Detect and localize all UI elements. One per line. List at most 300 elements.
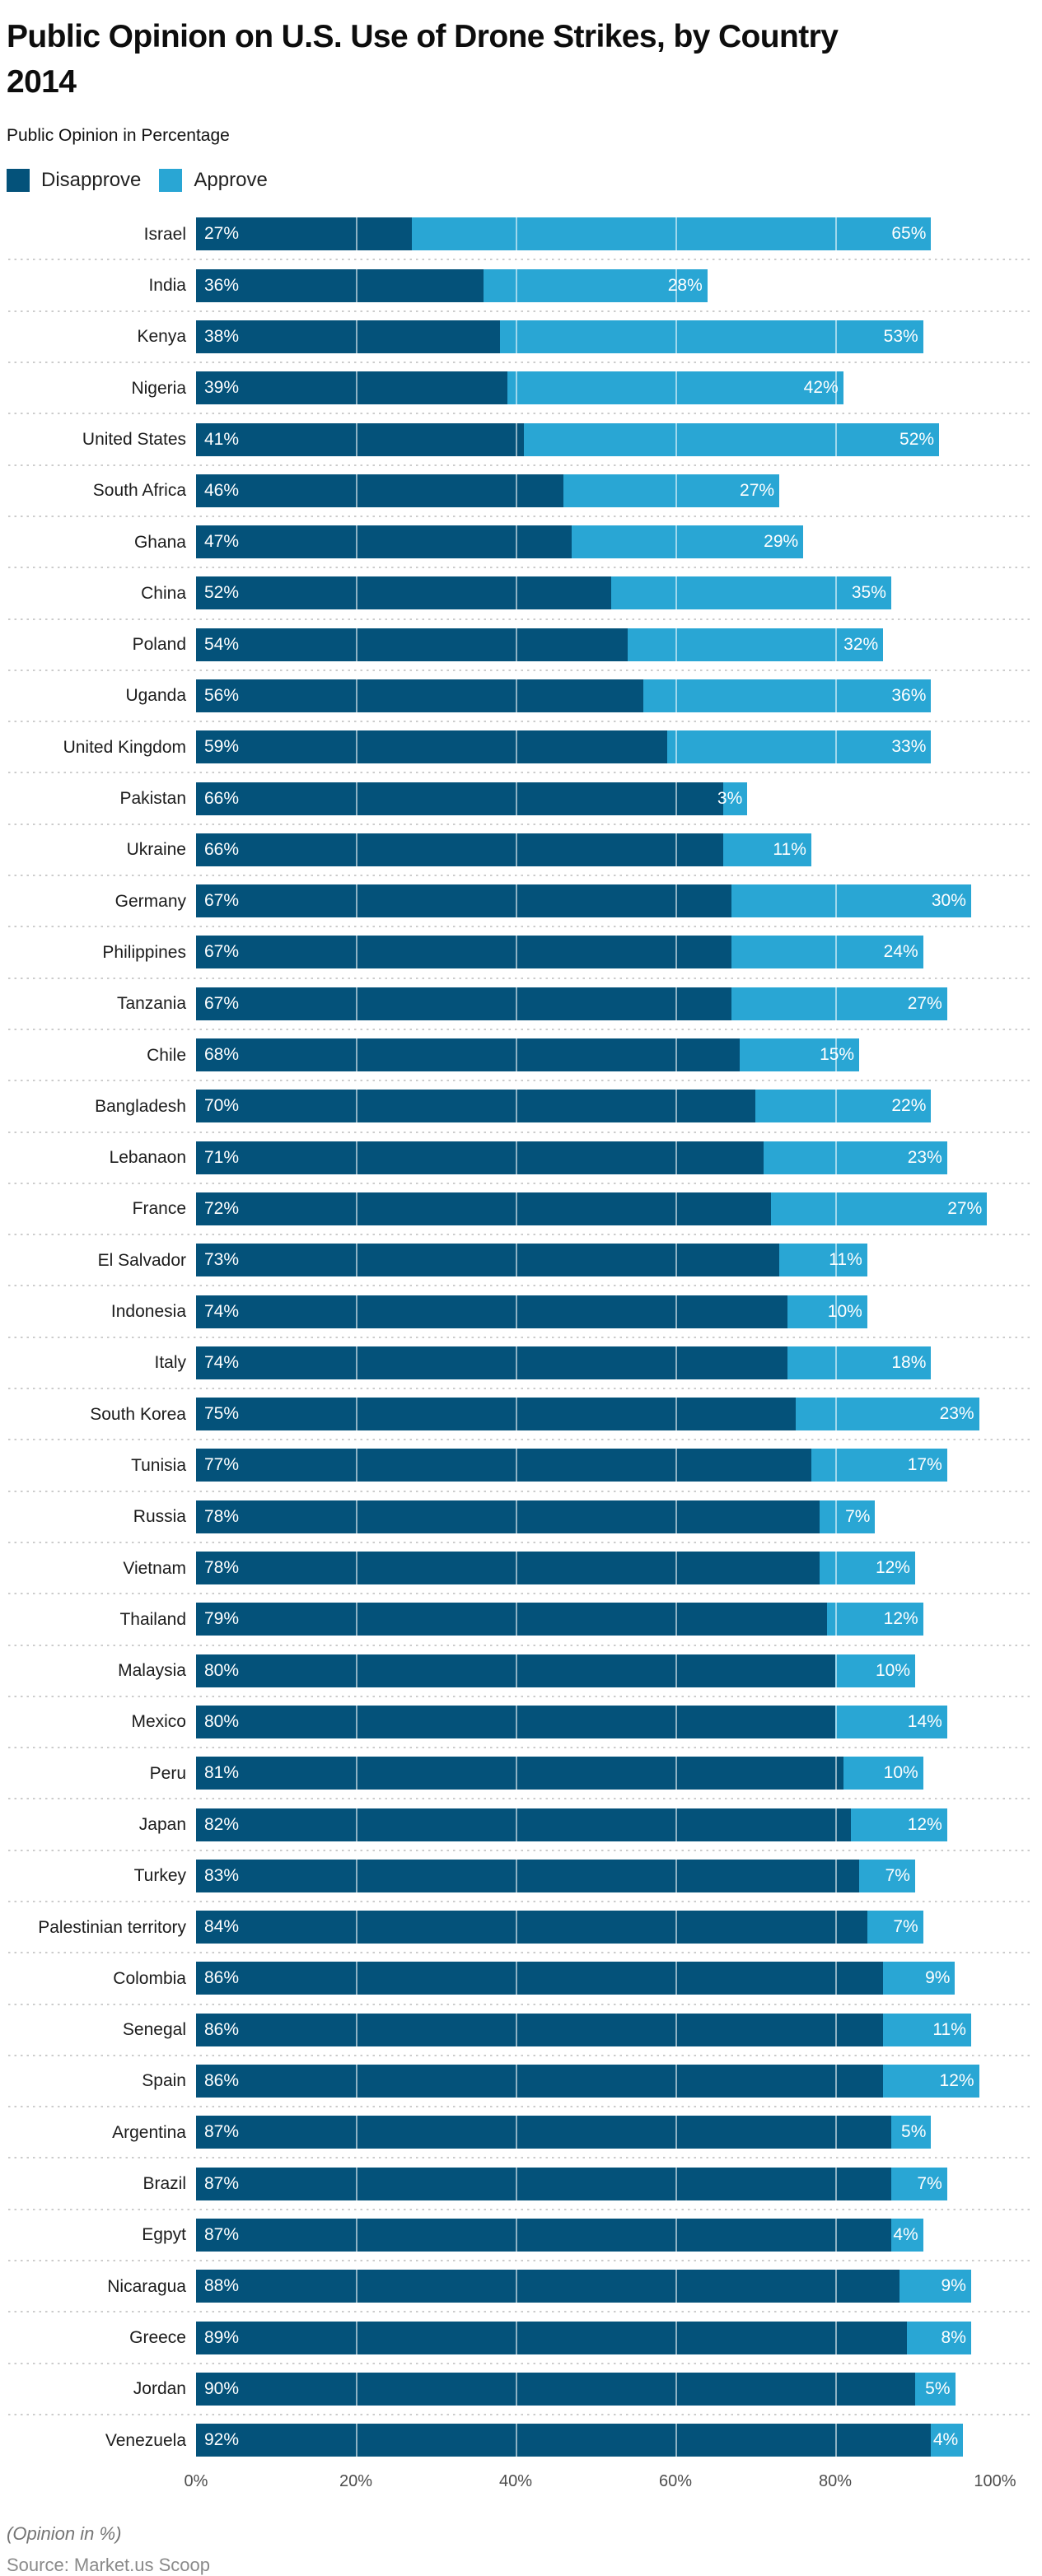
gridline — [675, 936, 677, 968]
gridline — [356, 1398, 357, 1430]
approve-bar — [667, 730, 931, 763]
gridline — [835, 1962, 837, 1995]
chart-row — [7, 1645, 1034, 1696]
gridline — [835, 1654, 837, 1687]
bar-plot-area — [196, 628, 995, 661]
chart-row — [7, 2107, 1034, 2158]
bar-plot-area — [196, 525, 995, 558]
gridline — [835, 1706, 837, 1738]
disapprove-bar — [196, 1603, 827, 1636]
approve-bar — [524, 423, 939, 456]
chart-row — [7, 1953, 1034, 2004]
gridline — [675, 1141, 677, 1174]
gridline — [356, 2270, 357, 2303]
bar-plot-area — [196, 474, 995, 507]
disapprove-value-label: 27% — [204, 224, 240, 244]
gridline — [835, 1141, 837, 1174]
chart-row — [7, 1902, 1034, 1953]
gridline — [356, 320, 357, 353]
bar-plot-area — [196, 782, 995, 815]
gridline — [356, 474, 357, 507]
legend — [7, 169, 1034, 192]
country-label: Jordan — [133, 2379, 186, 2399]
gridline — [516, 1449, 517, 1482]
country-label: Bangladesh — [95, 1096, 186, 1116]
gridline — [356, 884, 357, 917]
gridline — [516, 1244, 517, 1276]
disapprove-value-label: 87% — [204, 2122, 240, 2142]
gridline — [835, 730, 837, 763]
x-axis-tick: 40% — [498, 2472, 533, 2491]
disapprove-value-label: 70% — [204, 1096, 240, 1116]
approve-value-label: 3% — [717, 788, 743, 808]
bar-plot-area — [196, 1706, 995, 1738]
approve-value-label: 24% — [883, 942, 918, 962]
gridline — [835, 833, 837, 866]
bar-plot-area — [196, 1962, 995, 1995]
disapprove-bar — [196, 987, 731, 1020]
disapprove-value-label: 67% — [204, 942, 240, 962]
gridline — [516, 576, 517, 609]
gridline — [516, 884, 517, 917]
chart-row — [7, 1388, 1034, 1440]
chart-row — [7, 2210, 1034, 2261]
disapprove-bar — [196, 2014, 883, 2046]
country-label: Israel — [143, 224, 186, 244]
chart-row — [7, 2158, 1034, 2209]
gridline — [675, 2424, 677, 2457]
gridline — [516, 833, 517, 866]
gridline — [356, 423, 357, 456]
gridline — [835, 576, 837, 609]
gridline — [356, 936, 357, 968]
approve-bar — [723, 833, 811, 866]
gridline — [516, 1398, 517, 1430]
chart-row — [7, 516, 1034, 567]
gridline — [835, 679, 837, 712]
bar-plot-area — [196, 2219, 995, 2252]
gridline — [835, 2270, 837, 2303]
source-credit: Source: Market.us Scoop — [7, 2555, 211, 2576]
gridline — [835, 320, 837, 353]
gridline — [356, 1552, 357, 1584]
footnote: (Opinion in %) — [7, 2523, 122, 2545]
disapprove-bar — [196, 730, 667, 763]
approve-value-label: 29% — [764, 532, 799, 552]
country-label: Argentina — [112, 2122, 186, 2142]
approve-bar — [796, 1398, 979, 1430]
approve-bar — [628, 628, 883, 661]
gridline — [675, 423, 677, 456]
chart-row — [7, 619, 1034, 670]
gridline — [675, 1090, 677, 1122]
gridline — [356, 217, 357, 250]
gridline — [835, 884, 837, 917]
gridline — [675, 884, 677, 917]
chart-row — [7, 465, 1034, 516]
gridline — [675, 1757, 677, 1790]
bar-plot-area — [196, 1552, 995, 1584]
bar-plot-area — [196, 1500, 995, 1533]
approve-value-label: 7% — [917, 2173, 942, 2193]
gridline — [516, 2219, 517, 2252]
gridline — [835, 936, 837, 968]
bar-plot-area — [196, 987, 995, 1020]
gridline — [675, 1346, 677, 1379]
gridline — [835, 1346, 837, 1379]
country-label: Italy — [154, 1353, 186, 1373]
disapprove-value-label: 39% — [204, 378, 240, 398]
bar-plot-area — [196, 269, 995, 302]
disapprove-value-label: 81% — [204, 1763, 240, 1783]
disapprove-bar — [196, 1449, 811, 1482]
chart-row — [7, 1337, 1034, 1388]
disapprove-bar — [196, 474, 563, 507]
disapprove-bar — [196, 576, 611, 609]
approve-value-label: 42% — [803, 378, 839, 398]
disapprove-value-label: 86% — [204, 2019, 240, 2039]
chart-row — [7, 1132, 1034, 1183]
chart-row — [7, 926, 1034, 978]
gridline — [516, 2322, 517, 2354]
disapprove-value-label: 73% — [204, 1250, 240, 1270]
disapprove-value-label: 52% — [204, 583, 240, 603]
approve-value-label: 4% — [893, 2224, 918, 2244]
gridline — [356, 2373, 357, 2406]
country-label: Senegal — [122, 2020, 186, 2040]
gridline — [675, 2014, 677, 2046]
chart-row — [7, 2056, 1034, 2107]
disapprove-bar — [196, 1757, 843, 1790]
chart-title — [7, 15, 1034, 105]
gridline — [356, 1654, 357, 1687]
disapprove-bar — [196, 320, 500, 353]
disapprove-bar — [196, 1346, 787, 1379]
gridline — [356, 371, 357, 404]
gridline — [516, 987, 517, 1020]
disapprove-bar — [196, 1911, 867, 1944]
gridline — [516, 2116, 517, 2149]
approve-bar — [755, 1090, 931, 1122]
disapprove-value-label: 82% — [204, 1814, 240, 1834]
bar-plot-area — [196, 1911, 995, 1944]
chart-row — [7, 311, 1034, 362]
approve-bar — [572, 525, 803, 558]
gridline — [675, 1244, 677, 1276]
gridline — [356, 2065, 357, 2098]
disapprove-bar — [196, 1141, 764, 1174]
gridline — [356, 2219, 357, 2252]
country-label: Turkey — [133, 1866, 186, 1886]
gridline — [356, 2116, 357, 2149]
country-label: India — [148, 276, 186, 296]
disapprove-bar — [196, 2270, 899, 2303]
disapprove-bar — [196, 269, 484, 302]
gridline — [675, 1552, 677, 1584]
disapprove-bar — [196, 423, 524, 456]
approve-value-label: 10% — [827, 1301, 862, 1321]
approve-bar — [820, 1500, 876, 1533]
disapprove-bar — [196, 2168, 891, 2200]
gridline — [835, 2116, 837, 2149]
gridline — [675, 2219, 677, 2252]
approve-value-label: 32% — [843, 634, 879, 654]
disapprove-value-label: 78% — [204, 1506, 240, 1526]
gridline — [675, 1860, 677, 1892]
disapprove-value-label: 47% — [204, 532, 240, 552]
country-label: Indonesia — [110, 1302, 186, 1322]
approve-bar — [563, 474, 779, 507]
legend-item-disapprove — [7, 169, 141, 192]
gridline — [835, 2373, 837, 2406]
gridline — [835, 987, 837, 1020]
approve-value-label: 9% — [941, 2276, 966, 2296]
gridline — [675, 2270, 677, 2303]
bar-plot-area — [196, 2270, 995, 2303]
gridline — [675, 2168, 677, 2200]
gridline — [835, 2014, 837, 2046]
bar-plot-area — [196, 576, 995, 609]
chart-row — [7, 670, 1034, 721]
chart-row — [7, 1594, 1034, 1645]
approve-value-label: 12% — [939, 2071, 974, 2091]
gridline — [356, 679, 357, 712]
bar-plot-area — [196, 1090, 995, 1122]
disapprove-bar — [196, 2373, 915, 2406]
country-label: United States — [82, 429, 186, 449]
bar-plot-area — [196, 2014, 995, 2046]
gridline — [356, 1757, 357, 1790]
disapprove-bar — [196, 1038, 740, 1071]
gridline — [835, 217, 837, 250]
gridline — [835, 1500, 837, 1533]
gridline — [675, 371, 677, 404]
gridline — [516, 1500, 517, 1533]
chart-row — [7, 413, 1034, 464]
gridline — [835, 2424, 837, 2457]
approve-value-label: 11% — [829, 1250, 862, 1270]
x-axis-tick: 80% — [818, 2472, 853, 2491]
gridline — [516, 1911, 517, 1944]
approve-value-label: 9% — [925, 1968, 951, 1988]
gridline — [356, 730, 357, 763]
chart-row — [7, 978, 1034, 1029]
bar-plot-area — [196, 2065, 995, 2098]
approve-value-label: 36% — [891, 686, 927, 705]
approve-value-label: 10% — [883, 1763, 918, 1783]
chart-row — [7, 1696, 1034, 1748]
gridline — [516, 1295, 517, 1328]
chart-row — [7, 1799, 1034, 1850]
disapprove-value-label: 80% — [204, 1660, 240, 1680]
approve-value-label: 52% — [899, 429, 935, 449]
country-label: Japan — [138, 1814, 186, 1834]
bar-plot-area — [196, 2116, 995, 2149]
x-axis-tick: 100% — [974, 2472, 1016, 2491]
gridline — [675, 1500, 677, 1533]
gridline — [516, 1808, 517, 1841]
bar-plot-area — [196, 2168, 995, 2200]
disapprove-value-label: 46% — [204, 480, 240, 500]
gridline — [356, 1192, 357, 1225]
disapprove-value-label: 80% — [204, 1711, 240, 1731]
gridline — [516, 525, 517, 558]
approve-bar — [931, 2424, 963, 2457]
approve-bar — [611, 576, 891, 609]
bar-plot-area — [196, 320, 995, 353]
country-label: Vietnam — [123, 1558, 186, 1578]
gridline — [675, 1449, 677, 1482]
bar-plot-area — [196, 2373, 995, 2406]
chart-row — [7, 1491, 1034, 1542]
approve-bar — [851, 1808, 946, 1841]
gridline — [675, 1962, 677, 1995]
approve-value-label: 23% — [907, 1147, 942, 1167]
disapprove-bar — [196, 1090, 755, 1122]
gridline — [356, 1346, 357, 1379]
gridline — [675, 833, 677, 866]
gridline — [356, 2424, 357, 2457]
gridline — [356, 1860, 357, 1892]
disapprove-bar — [196, 2065, 883, 2098]
approve-value-label: 53% — [883, 326, 918, 346]
gridline — [516, 269, 517, 302]
gridline — [516, 1038, 517, 1071]
gridline — [835, 423, 837, 456]
gridline — [356, 1500, 357, 1533]
approve-bar — [883, 2065, 979, 2098]
country-label: United Kingdom — [63, 737, 186, 757]
x-axis — [184, 2472, 1016, 2495]
approve-bar — [764, 1141, 947, 1174]
gridline — [516, 2270, 517, 2303]
gridline — [675, 782, 677, 815]
bar-plot-area — [196, 1398, 995, 1430]
gridline — [356, 1038, 357, 1071]
disapprove-bar — [196, 628, 628, 661]
gridline — [356, 1244, 357, 1276]
gridline — [675, 679, 677, 712]
gridline — [675, 730, 677, 763]
disapprove-value-label: 67% — [204, 891, 240, 911]
disapprove-value-label: 77% — [204, 1455, 240, 1475]
approve-value-label: 12% — [875, 1558, 910, 1578]
gridline — [356, 1911, 357, 1944]
disapprove-value-label: 66% — [204, 788, 240, 808]
gridline — [356, 628, 357, 661]
disapprove-bar — [196, 2116, 891, 2149]
disapprove-bar — [196, 1192, 771, 1225]
gridline — [675, 987, 677, 1020]
gridline — [356, 833, 357, 866]
approve-bar — [859, 1860, 915, 1892]
legend-label-approve: Approve — [194, 169, 268, 192]
gridline — [675, 1808, 677, 1841]
gridline — [835, 1552, 837, 1584]
gridline — [675, 1603, 677, 1636]
country-label: Malaysia — [118, 1661, 186, 1681]
gridline — [516, 2373, 517, 2406]
gridline — [675, 1398, 677, 1430]
gridline — [356, 1141, 357, 1174]
gridline — [516, 2014, 517, 2046]
approve-bar — [827, 1603, 923, 1636]
gridline — [516, 474, 517, 507]
gridline — [675, 2373, 677, 2406]
chart-row — [7, 1183, 1034, 1234]
disapprove-value-label: 72% — [204, 1198, 240, 1218]
approve-bar — [915, 2373, 956, 2406]
bar-plot-area — [196, 423, 995, 456]
gridline — [835, 1808, 837, 1841]
chart-row — [7, 1748, 1034, 1799]
approve-bar — [811, 1449, 947, 1482]
gridline — [356, 269, 357, 302]
approve-bar — [779, 1244, 867, 1276]
disapprove-bar — [196, 217, 412, 250]
disapprove-bar — [196, 782, 723, 815]
approve-bar — [500, 320, 923, 353]
bar-plot-area — [196, 1449, 995, 1482]
gridline — [675, 217, 677, 250]
disapprove-value-label: 86% — [204, 2071, 240, 2091]
country-label: Ghana — [133, 532, 186, 552]
approve-value-label: 27% — [907, 993, 942, 1013]
bar-plot-area — [196, 679, 995, 712]
country-label: Poland — [132, 635, 186, 655]
approve-bar — [740, 1038, 860, 1071]
gridline — [516, 730, 517, 763]
approve-bar — [867, 1911, 923, 1944]
disapprove-value-label: 87% — [204, 2224, 240, 2244]
disapprove-value-label: 90% — [204, 2378, 240, 2398]
country-label: Pakistan — [119, 789, 186, 809]
chart-row — [7, 2312, 1034, 2363]
chart-row — [7, 1440, 1034, 1491]
gridline — [356, 1962, 357, 1995]
bar-plot-area — [196, 936, 995, 968]
gridline — [675, 1911, 677, 1944]
approve-bar — [891, 2116, 932, 2149]
approve-bar — [883, 2014, 971, 2046]
country-label: Lebanaon — [109, 1148, 186, 1168]
approve-value-label: 28% — [667, 275, 703, 295]
bar-plot-area — [196, 1244, 995, 1276]
gridline — [356, 576, 357, 609]
gridline — [516, 2168, 517, 2200]
gridline — [835, 1449, 837, 1482]
disapprove-value-label: 74% — [204, 1301, 240, 1321]
approve-bar — [731, 936, 923, 968]
approve-value-label: 23% — [939, 1404, 974, 1424]
gridline — [835, 1603, 837, 1636]
disapprove-bar — [196, 1398, 796, 1430]
chart-row — [7, 1080, 1034, 1132]
disapprove-value-label: 87% — [204, 2173, 240, 2193]
approve-value-label: 7% — [893, 1917, 918, 1937]
gridline — [356, 1449, 357, 1482]
chart-row — [7, 1542, 1034, 1594]
approve-value-label: 11% — [773, 839, 806, 859]
country-label: Nicaragua — [107, 2276, 186, 2296]
gridline — [356, 1090, 357, 1122]
approve-bar — [899, 2270, 971, 2303]
approve-bar — [891, 2219, 923, 2252]
bar-chart — [7, 208, 1034, 2466]
x-axis-tick: 0% — [184, 2472, 208, 2491]
approve-value-label: 12% — [907, 1814, 942, 1834]
bar-plot-area — [196, 730, 995, 763]
